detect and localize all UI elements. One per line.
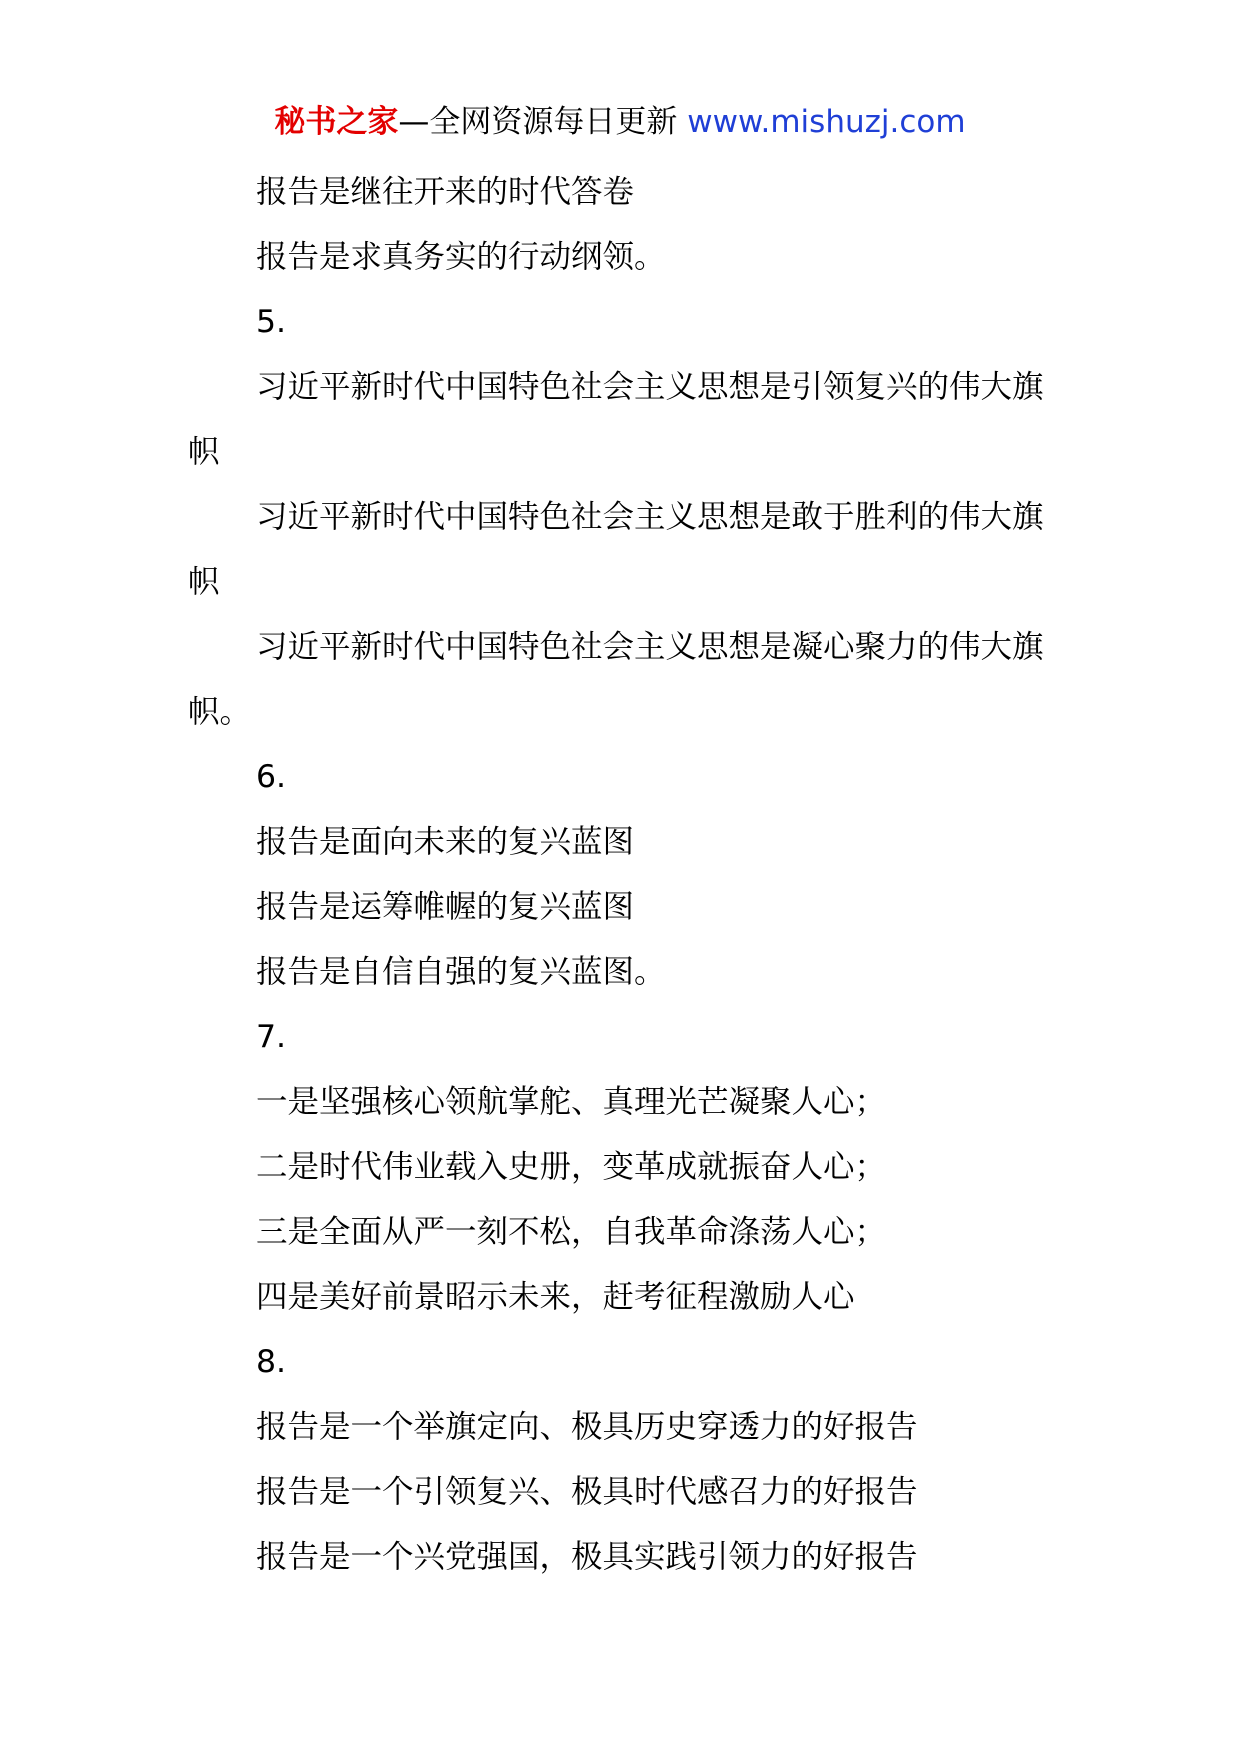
paragraph: 报告是求真务实的行动纲领。 (256, 239, 666, 275)
section-number: 7. (256, 1019, 287, 1055)
paragraph: 习近平新时代中国特色社会主义思想是敢于胜利的伟大旗帜 (188, 499, 1044, 600)
paragraph: 习近平新时代中国特色社会主义思想是引领复兴的伟大旗帜 (188, 369, 1044, 470)
document-body (188, 160, 1068, 1590)
website-url[interactable]: www.mishuzj.com (687, 104, 966, 140)
paragraph: 习近平新时代中国特色社会主义思想是凝心聚力的伟大旗帜。 (188, 629, 1044, 730)
paragraph: 报告是面向未来的复兴蓝图 (256, 824, 635, 860)
paragraph: 一是坚强核心领航掌舵、真理光芒凝聚人心； (256, 1084, 887, 1120)
paragraph: 报告是一个举旗定向、极具历史穿透力的好报告 (256, 1409, 918, 1445)
section-number: 8. (256, 1344, 287, 1380)
header-tagline: —全网资源每日更新 (398, 104, 678, 140)
section-number: 6. (256, 759, 287, 795)
page-header (0, 100, 1240, 144)
brand-name: 秘书之家 (274, 104, 399, 140)
section-number: 5. (256, 304, 287, 340)
paragraph: 二是时代伟业载入史册，变革成就振奋人心； (256, 1149, 887, 1185)
paragraph: 报告是运筹帷幄的复兴蓝图 (256, 889, 635, 925)
paragraph: 三是全面从严一刻不松，自我革命涤荡人心； (256, 1214, 887, 1250)
paragraph: 四是美好前景昭示未来，赶考征程激励人心 (256, 1279, 855, 1315)
paragraph: 报告是自信自强的复兴蓝图。 (256, 954, 666, 990)
paragraph: 报告是一个兴党强国，极具实践引领力的好报告 (256, 1539, 918, 1575)
paragraph: 报告是一个引领复兴、极具时代感召力的好报告 (256, 1474, 918, 1510)
paragraph: 报告是继往开来的时代答卷 (256, 174, 635, 210)
